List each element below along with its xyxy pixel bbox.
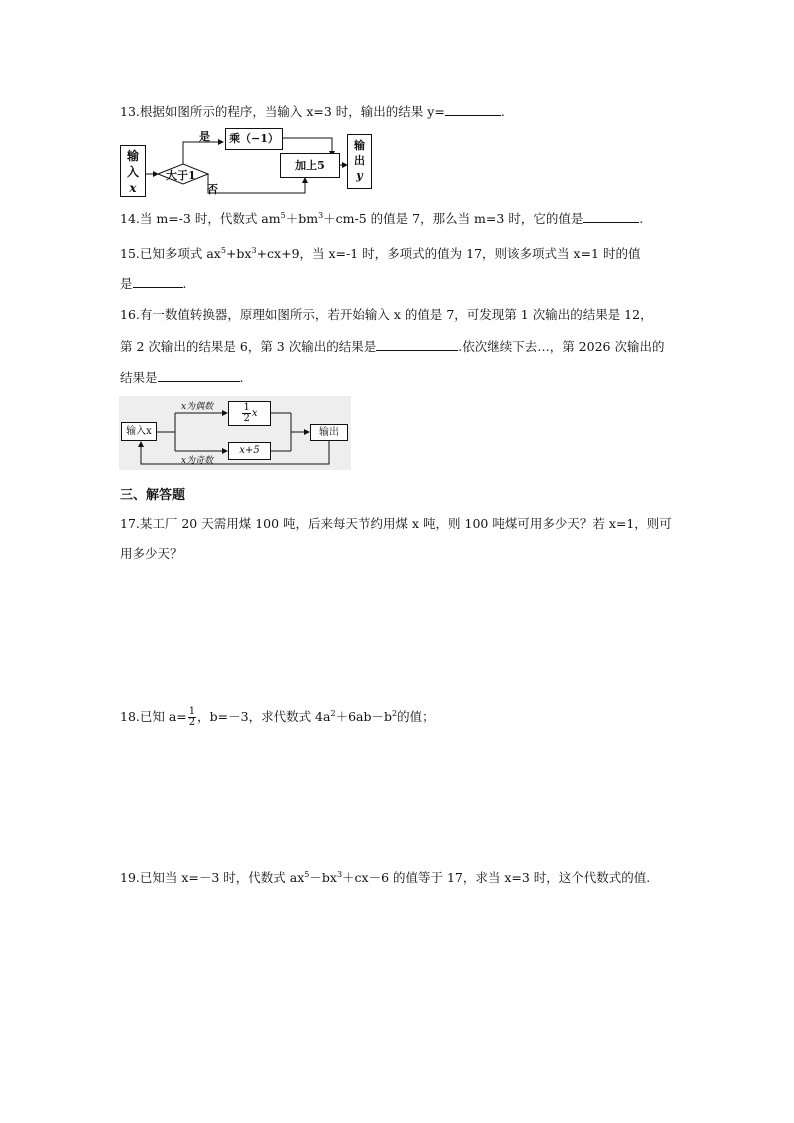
q16-half-box: $\frac{1}{2}$ x <box>228 401 271 426</box>
q14-answer-blank[interactable] <box>583 210 639 223</box>
section-3-title: 三、解答题 <box>120 488 186 503</box>
question-17: 17.某工厂 20 天需用煤 100 吨，后来每天节约用煤 x 吨，则 100 吨煤可用多少天？若 x=1，则可 <box>120 516 672 531</box>
q13-yes-label: 是 <box>199 130 210 143</box>
question-13: 13.根据如图所示的程序，当输入 x=3 时，输出的结果 y= . <box>120 104 505 119</box>
q13-add-box: 加上5 <box>280 153 340 178</box>
question-16: 16.有一数值转换器，原理如图所示，若开始输入 x 的值是 7，可发现第 1 次输出的结果是 12， <box>120 307 653 322</box>
q16-input-box: 输入x <box>121 422 157 441</box>
q16-flowchart <box>119 396 351 470</box>
q13-no-label: 否 <box>207 183 218 196</box>
question-16-line3: 结果是 . <box>120 370 244 385</box>
question-15: 15.已知多项式 $ax^5+bx^3+cx+9$，当 x=-1 时，多项式的值为 17，则该多项式当 x=1 时的值 <box>120 245 641 261</box>
q13-input-box: 输 入 x <box>120 145 146 197</box>
question-15-line2: 是 . <box>120 276 187 291</box>
q16-plus5-box: x+5 <box>228 442 271 460</box>
q13-flowchart <box>120 126 400 196</box>
q13-output-box: 输 出 y <box>347 134 372 189</box>
q13-multiply-box: 乘（−1） <box>225 128 283 150</box>
question-17-line2: 用多少天？ <box>120 546 183 561</box>
q16-answer-blank-2[interactable] <box>158 369 240 382</box>
q13-answer-blank[interactable] <box>445 103 501 116</box>
question-19: 19.已知当 x=－3 时，代数式 $ax^5-bx^3+cx-6$ 的值等于 17，求当 x=3 时，这个代数式的值. <box>120 869 651 885</box>
q13-decision-label: 大于1 <box>166 169 196 182</box>
q15-answer-blank[interactable] <box>133 275 183 288</box>
q16-even-label: x为偶数 <box>181 402 214 412</box>
q16-output-box: 输出 <box>310 424 348 441</box>
question-18: 18.已知 a= $\frac{1}{2}$ ，b=－3，求代数式 $4a^2+6ab-b^2$的值； <box>120 706 435 728</box>
q16-odd-label: x为奇数 <box>181 456 214 466</box>
q16-answer-blank-1[interactable] <box>376 338 458 351</box>
q13-text: 13.根据如图所示的程序，当输入 x=3 时，输出的结果 y= <box>120 104 445 119</box>
question-16-line2: 第 2 次输出的结果是 6，第 3 次输出的结果是 .依次继续下去…，第 2026 次输出的 <box>120 339 665 354</box>
question-14: 14.当 m=-3 时，代数式 $am^5+bm^3+cm-5$ 的值是 7，那么当 m=3 时，它的值是 . <box>120 210 644 226</box>
